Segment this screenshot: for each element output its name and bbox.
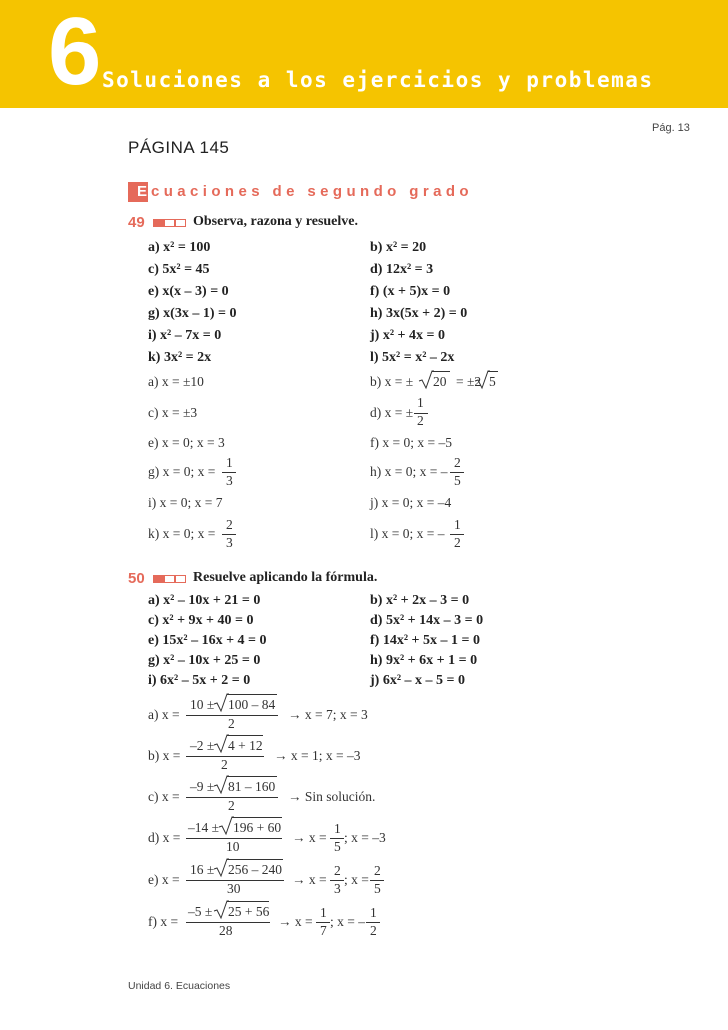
formula-label: c) x = — [148, 789, 180, 804]
solution-b-radicand: 20 — [433, 374, 447, 389]
difficulty-square — [153, 219, 164, 227]
section-initial: E — [137, 183, 148, 200]
radical-sign — [213, 900, 229, 920]
problem-item: j) x² + 4x = 0 — [370, 328, 445, 343]
page-number: Pág. 13 — [652, 122, 690, 134]
formula-numerator: –14 ± — [188, 820, 220, 835]
radical-bar — [432, 371, 450, 372]
formula-numerator: –9 ± — [190, 779, 215, 794]
formula-result: → x = — [292, 872, 327, 887]
fraction-numerator: 1 — [454, 517, 461, 532]
formula-result: ; x = –3 — [344, 830, 386, 845]
radical-sign — [213, 693, 229, 713]
solution-c: c) x = ±3 — [148, 405, 198, 420]
radical-sign — [213, 734, 229, 754]
problem-item: g) x(3x – 1) = 0 — [148, 306, 237, 321]
problem-item: e) x(x – 3) = 0 — [148, 284, 229, 299]
solution-l-prefix: l) x = 0; x = – — [370, 526, 445, 541]
solution-j: j) x = 0; x = –4 — [370, 495, 452, 510]
page-heading: PÁGINA 145 — [128, 138, 230, 157]
problem-item: c) x² + 9x + 40 = 0 — [148, 613, 254, 628]
difficulty-square — [153, 575, 164, 583]
fraction-denominator: 5 — [374, 881, 381, 896]
formula-result: → Sin solución. — [288, 789, 376, 804]
fraction-denominator: 2 — [417, 413, 424, 428]
exercise-instruction: Resuelve aplicando la fórmula. — [193, 570, 378, 585]
radical-bar — [232, 817, 282, 818]
fraction-numerator: 1 — [370, 905, 377, 920]
solution-k-prefix: k) x = 0; x = — [148, 526, 216, 541]
formula-radicand: 196 + 60 — [233, 820, 282, 835]
difficulty-square — [175, 219, 186, 227]
radical-bar — [227, 859, 283, 860]
exercise-number-49: 49 — [128, 214, 145, 231]
problem-item: a) x² = 100 — [148, 240, 211, 255]
fraction-numerator: 1 — [417, 395, 424, 410]
fraction-denominator: 5 — [334, 839, 341, 854]
fraction-denominator: 2 — [370, 923, 377, 938]
formula-result: → x = — [292, 830, 327, 845]
problem-item: g) x² – 10x + 25 = 0 — [148, 653, 261, 668]
formula-radicand: 81 – 160 — [228, 779, 276, 794]
formula-denominator: 10 — [226, 839, 240, 854]
formula-denominator: 30 — [227, 881, 241, 896]
radical-sign — [418, 370, 434, 390]
solution-f: f) x = 0; x = –5 — [370, 435, 452, 450]
solution-b-radicand: 5 — [489, 374, 496, 389]
solution-i: i) x = 0; x = 7 — [148, 495, 223, 510]
radical-sign — [213, 775, 229, 795]
difficulty-square — [164, 219, 175, 227]
problem-item: c) 5x² = 45 — [148, 262, 210, 277]
chapter-number: 6 — [48, 0, 102, 105]
fraction-numerator: 2 — [334, 863, 341, 878]
difficulty-square — [164, 575, 175, 583]
solution-a: a) x = ±10 — [148, 374, 204, 389]
formula-denominator: 28 — [219, 923, 233, 938]
formula-result: → x = — [278, 914, 313, 929]
fraction-denominator: 7 — [320, 923, 327, 938]
chapter-title: Soluciones a los ejercicios y problemas — [102, 68, 654, 92]
solution-h-prefix: h) x = 0; x = – — [370, 464, 448, 479]
formula-label: f) x = — [148, 914, 179, 929]
problem-item: b) x² = 20 — [370, 240, 427, 255]
problem-item: f) (x + 5)x = 0 — [370, 284, 451, 299]
exercise-number-50: 50 — [128, 570, 145, 587]
solution-b-mid: = ±2 — [456, 374, 482, 389]
formula-numerator: 10 ± — [190, 697, 215, 712]
radical-bar — [227, 776, 277, 777]
formula-result: → x = 1; x = –3 — [274, 748, 361, 763]
formula-radicand: 100 – 84 — [228, 697, 276, 712]
formula-radicand: 4 + 12 — [228, 738, 263, 753]
formula-label: a) x = — [148, 707, 180, 722]
formula-result: ; x = – — [330, 914, 365, 929]
problem-item: d) 12x² = 3 — [370, 262, 434, 277]
problem-item: d) 5x² + 14x – 3 = 0 — [370, 613, 484, 628]
formula-label: e) x = — [148, 872, 180, 887]
fraction-denominator: 3 — [226, 473, 233, 488]
exercise-instruction: Observa, razona y resuelve. — [193, 214, 358, 229]
solution-b-prefix: b) x = ± — [370, 374, 414, 389]
radical-sign — [213, 858, 229, 878]
problem-item: j) 6x² – x – 5 = 0 — [370, 673, 465, 688]
fraction-numerator: 1 — [320, 905, 327, 920]
radical-sign — [474, 370, 490, 390]
problem-item: h) 9x² + 6x + 1 = 0 — [370, 653, 478, 668]
difficulty-square — [175, 575, 186, 583]
fraction-numerator: 2 — [374, 863, 381, 878]
formula-label: b) x = — [148, 748, 181, 763]
section-title: cuaciones de segundo grado — [151, 183, 473, 200]
fraction-denominator: 3 — [334, 881, 341, 896]
fraction-denominator: 5 — [454, 473, 461, 488]
formula-label: d) x = — [148, 830, 181, 845]
problem-item: k) 3x² = 2x — [148, 350, 212, 365]
fraction-numerator: 2 — [226, 517, 233, 532]
problem-item: i) x² – 7x = 0 — [148, 328, 222, 343]
problem-item: i) 6x² – 5x + 2 = 0 — [148, 673, 251, 688]
radical-bar — [227, 901, 269, 902]
solution-g-prefix: g) x = 0; x = — [148, 464, 216, 479]
formula-radicand: 256 – 240 — [228, 862, 282, 877]
page-footer: Unidad 6. Ecuaciones — [128, 980, 231, 992]
fraction-denominator: 2 — [454, 535, 461, 550]
formula-denominator: 2 — [221, 757, 228, 772]
fraction-numerator: 1 — [334, 821, 341, 836]
radical-bar — [488, 371, 498, 372]
problem-item: l) 5x² = x² – 2x — [370, 350, 455, 365]
problem-item: a) x² – 10x + 21 = 0 — [148, 593, 261, 608]
formula-result: → x = 7; x = 3 — [288, 707, 368, 722]
solution-e: e) x = 0; x = 3 — [148, 435, 225, 450]
formula-radicand: 25 + 56 — [228, 904, 270, 919]
solution-d-prefix: d) x = ± — [370, 405, 414, 420]
fraction-numerator: 1 — [226, 455, 233, 470]
radical-sign — [218, 816, 234, 836]
problem-item: f) 14x² + 5x – 1 = 0 — [370, 633, 480, 648]
formula-numerator: 16 ± — [190, 862, 215, 877]
fraction-numerator: 2 — [454, 455, 461, 470]
formula-denominator: 2 — [228, 716, 235, 731]
problem-item: h) 3x(5x + 2) = 0 — [370, 306, 468, 321]
problem-item: e) 15x² – 16x + 4 = 0 — [148, 633, 267, 648]
formula-numerator: –2 ± — [190, 738, 215, 753]
formula-numerator: –5 ± — [188, 904, 213, 919]
fraction-denominator: 3 — [226, 535, 233, 550]
radical-bar — [227, 694, 277, 695]
radical-bar — [227, 735, 263, 736]
formula-result: ; x = — [344, 872, 369, 887]
formula-denominator: 2 — [228, 798, 235, 813]
problem-item: b) x² + 2x – 3 = 0 — [370, 593, 470, 608]
